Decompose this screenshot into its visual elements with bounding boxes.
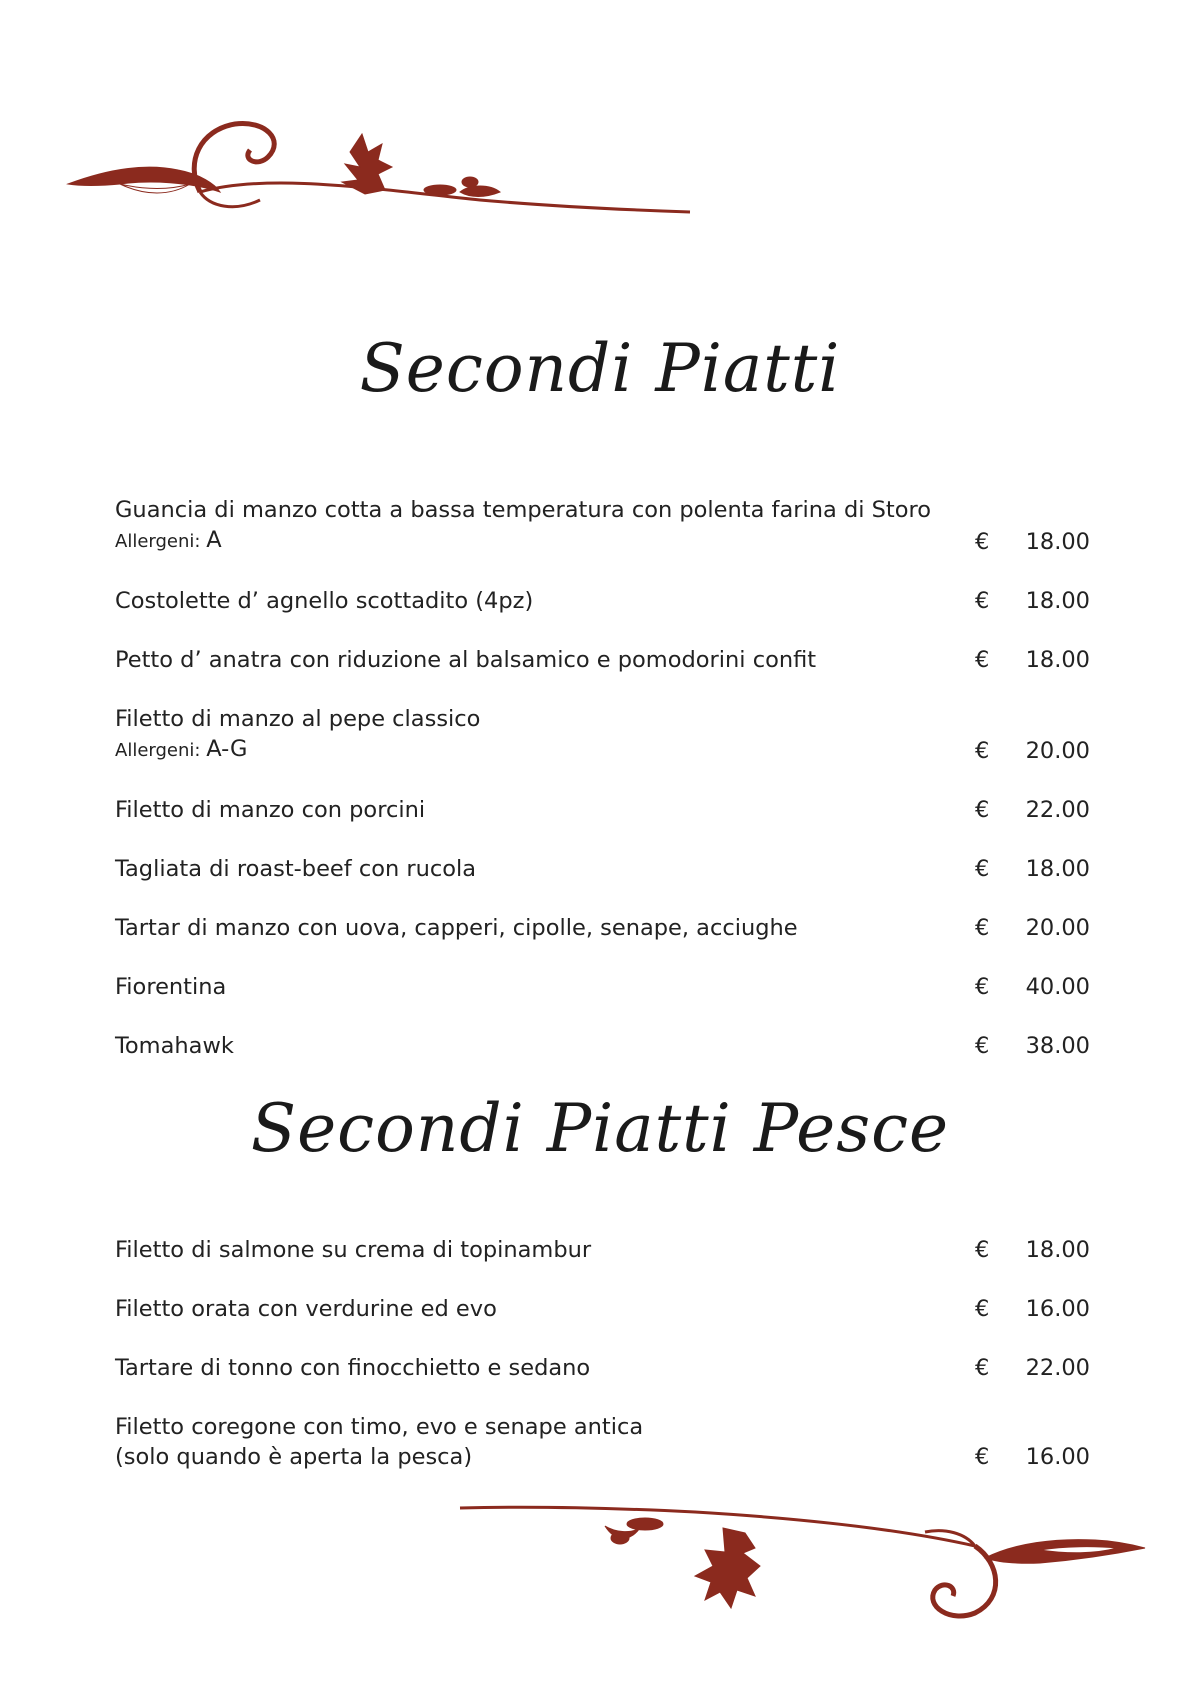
allergen-label: Allergeni: bbox=[115, 740, 201, 761]
dish-price bbox=[975, 795, 1090, 825]
dish-price bbox=[975, 586, 1090, 616]
currency-symbol: € bbox=[975, 1033, 990, 1059]
dish-price bbox=[975, 972, 1090, 1002]
currency-symbol: € bbox=[975, 974, 990, 1000]
dish-name: Tomahawk bbox=[115, 1033, 234, 1059]
menu-item bbox=[115, 972, 1090, 1002]
allergen-code: A-G bbox=[206, 736, 248, 762]
menu-item bbox=[115, 495, 1090, 557]
price-value: 16.00 bbox=[1025, 1296, 1090, 1322]
dish-note: (solo quando è aperta la pesca) bbox=[115, 1444, 473, 1470]
menu-item bbox=[115, 854, 1090, 884]
dish-name: Filetto di manzo con porcini bbox=[115, 797, 426, 823]
price-value: 20.00 bbox=[1025, 915, 1090, 941]
dish-price bbox=[975, 854, 1090, 884]
currency-symbol: € bbox=[975, 856, 990, 882]
price-value: 20.00 bbox=[1025, 738, 1090, 764]
dish-price bbox=[975, 913, 1090, 943]
section-title-secondi-piatti: Secondi Piatti bbox=[359, 330, 841, 407]
dish-name: Filetto orata con verdurine ed evo bbox=[115, 1296, 497, 1322]
dish-price bbox=[975, 1031, 1090, 1061]
allergen-label: Allergeni: bbox=[115, 531, 201, 552]
dish-price bbox=[975, 1353, 1090, 1383]
top-flourish-ornament bbox=[60, 112, 700, 242]
dish-price bbox=[975, 1294, 1090, 1324]
dish-name: Tartar di manzo con uova, capperi, cipolle, senape, acciughe bbox=[115, 915, 798, 941]
menu-item bbox=[115, 704, 1090, 766]
dish-name: Costolette d’ agnello scottadito (4pz) bbox=[115, 588, 534, 614]
currency-symbol: € bbox=[975, 529, 990, 555]
menu-item bbox=[115, 1412, 1090, 1472]
dish-price bbox=[975, 1442, 1090, 1472]
dish-name: Filetto coregone con timo, evo e senape antica bbox=[115, 1414, 644, 1440]
dish-price bbox=[975, 645, 1090, 675]
menu-item bbox=[115, 586, 1090, 616]
menu-item bbox=[115, 645, 1090, 675]
dish-price bbox=[975, 1235, 1090, 1265]
currency-symbol: € bbox=[975, 1444, 990, 1470]
currency-symbol: € bbox=[975, 1237, 990, 1263]
bottom-flourish-ornament bbox=[455, 1488, 1155, 1638]
price-value: 22.00 bbox=[1025, 1355, 1090, 1381]
menu-list-secondi-piatti-pesce bbox=[115, 1235, 1090, 1472]
price-value: 18.00 bbox=[1025, 1237, 1090, 1263]
dish-price bbox=[975, 527, 1090, 557]
dish-name: Fiorentina bbox=[115, 974, 227, 1000]
price-value: 18.00 bbox=[1025, 647, 1090, 673]
dish-name: Tartare di tonno con finocchietto e sedano bbox=[115, 1355, 591, 1381]
allergen-code: A bbox=[206, 527, 222, 553]
price-value: 18.00 bbox=[1025, 856, 1090, 882]
allergen-info bbox=[115, 734, 1090, 766]
dish-name: Filetto di salmone su crema di topinambur bbox=[115, 1237, 592, 1263]
dish-name: Petto d’ anatra con riduzione al balsamico e pomodorini confit bbox=[115, 647, 817, 673]
currency-symbol: € bbox=[975, 738, 990, 764]
menu-item bbox=[115, 795, 1090, 825]
currency-symbol: € bbox=[975, 588, 990, 614]
section-title-secondi-piatti-pesce: Secondi Piatti Pesce bbox=[250, 1090, 950, 1167]
dish-name: Filetto di manzo al pepe classico bbox=[115, 706, 481, 732]
menu-item bbox=[115, 1294, 1090, 1324]
currency-symbol: € bbox=[975, 797, 990, 823]
price-value: 22.00 bbox=[1025, 797, 1090, 823]
currency-symbol: € bbox=[975, 915, 990, 941]
menu-item bbox=[115, 913, 1090, 943]
currency-symbol: € bbox=[975, 1355, 990, 1381]
price-value: 18.00 bbox=[1025, 588, 1090, 614]
currency-symbol: € bbox=[975, 647, 990, 673]
allergen-info bbox=[115, 525, 1090, 557]
menu-item bbox=[115, 1353, 1090, 1383]
price-value: 16.00 bbox=[1025, 1444, 1090, 1470]
currency-symbol: € bbox=[975, 1296, 990, 1322]
price-value: 18.00 bbox=[1025, 529, 1090, 555]
dish-price bbox=[975, 736, 1090, 766]
dish-name: Guancia di manzo cotta a bassa temperatura con polenta farina di Storo bbox=[115, 497, 932, 523]
menu-item bbox=[115, 1235, 1090, 1265]
dish-name: Tagliata di roast-beef con rucola bbox=[115, 856, 477, 882]
price-value: 38.00 bbox=[1025, 1033, 1090, 1059]
menu-list-secondi-piatti bbox=[115, 495, 1090, 1061]
menu-item bbox=[115, 1031, 1090, 1061]
price-value: 40.00 bbox=[1025, 974, 1090, 1000]
